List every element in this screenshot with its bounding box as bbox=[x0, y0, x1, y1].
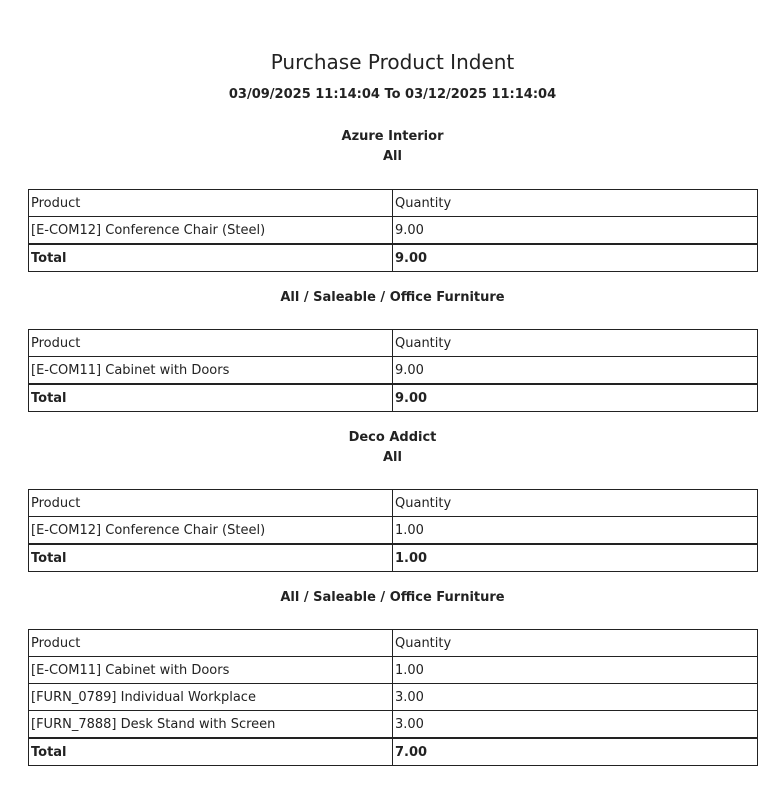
category-heading: All / Saleable / Office Furniture bbox=[280, 290, 505, 305]
product-cell: [E-COM12] Conference Chair (Steel) bbox=[29, 517, 393, 545]
table-row bbox=[29, 684, 758, 711]
table-header-row bbox=[29, 630, 758, 657]
total-value: 7.00 bbox=[393, 738, 758, 766]
vendor-name: Azure Interior bbox=[341, 129, 444, 144]
date-range: 03/09/2025 11:14:04 To 03/12/2025 11:14:04 bbox=[228, 87, 557, 102]
quantity-cell: 1.00 bbox=[393, 657, 758, 684]
total-label: Total bbox=[29, 544, 393, 572]
quantity-cell: 3.00 bbox=[393, 711, 758, 739]
table-row bbox=[29, 517, 758, 545]
table-row bbox=[29, 657, 758, 684]
quantity-column-header: Quantity bbox=[393, 190, 758, 217]
vendor-name: Deco Addict bbox=[348, 430, 437, 445]
indent-table bbox=[28, 329, 758, 412]
total-row bbox=[29, 244, 758, 272]
vendor-filter: All bbox=[383, 450, 402, 465]
product-cell: [E-COM11] Cabinet with Doors bbox=[29, 357, 393, 385]
product-cell: [E-COM11] Cabinet with Doors bbox=[29, 657, 393, 684]
quantity-column-header: Quantity bbox=[393, 490, 758, 517]
quantity-cell: 3.00 bbox=[393, 684, 758, 711]
indent-table bbox=[28, 489, 758, 572]
table-row bbox=[29, 357, 758, 385]
table-header-row bbox=[29, 330, 758, 357]
table-row bbox=[29, 217, 758, 245]
quantity-column-header: Quantity bbox=[393, 330, 758, 357]
table-header-row bbox=[29, 490, 758, 517]
quantity-cell: 9.00 bbox=[393, 217, 758, 245]
product-cell: [FURN_7888] Desk Stand with Screen bbox=[29, 711, 393, 739]
indent-table bbox=[28, 189, 758, 272]
indent-table bbox=[28, 629, 758, 766]
total-row bbox=[29, 544, 758, 572]
table-header-row bbox=[29, 190, 758, 217]
vendor-heading bbox=[0, 428, 783, 468]
total-value: 9.00 bbox=[393, 244, 758, 272]
category-heading: All / Saleable / Office Furniture bbox=[280, 590, 505, 605]
quantity-column-header: Quantity bbox=[393, 630, 758, 657]
vendor-filter: All bbox=[383, 149, 402, 164]
product-cell: [E-COM12] Conference Chair (Steel) bbox=[29, 217, 393, 245]
product-column-header: Product bbox=[29, 330, 393, 357]
product-column-header: Product bbox=[29, 630, 393, 657]
report-title: Purchase Product Indent bbox=[270, 50, 515, 74]
product-column-header: Product bbox=[29, 490, 393, 517]
total-label: Total bbox=[29, 244, 393, 272]
total-label: Total bbox=[29, 384, 393, 412]
product-cell: [FURN_0789] Individual Workplace bbox=[29, 684, 393, 711]
total-row bbox=[29, 384, 758, 412]
vendor-heading bbox=[0, 127, 783, 167]
quantity-cell: 1.00 bbox=[393, 517, 758, 545]
quantity-cell: 9.00 bbox=[393, 357, 758, 385]
product-column-header: Product bbox=[29, 190, 393, 217]
total-value: 1.00 bbox=[393, 544, 758, 572]
table-row bbox=[29, 711, 758, 739]
total-value: 9.00 bbox=[393, 384, 758, 412]
total-label: Total bbox=[29, 738, 393, 766]
total-row bbox=[29, 738, 758, 766]
